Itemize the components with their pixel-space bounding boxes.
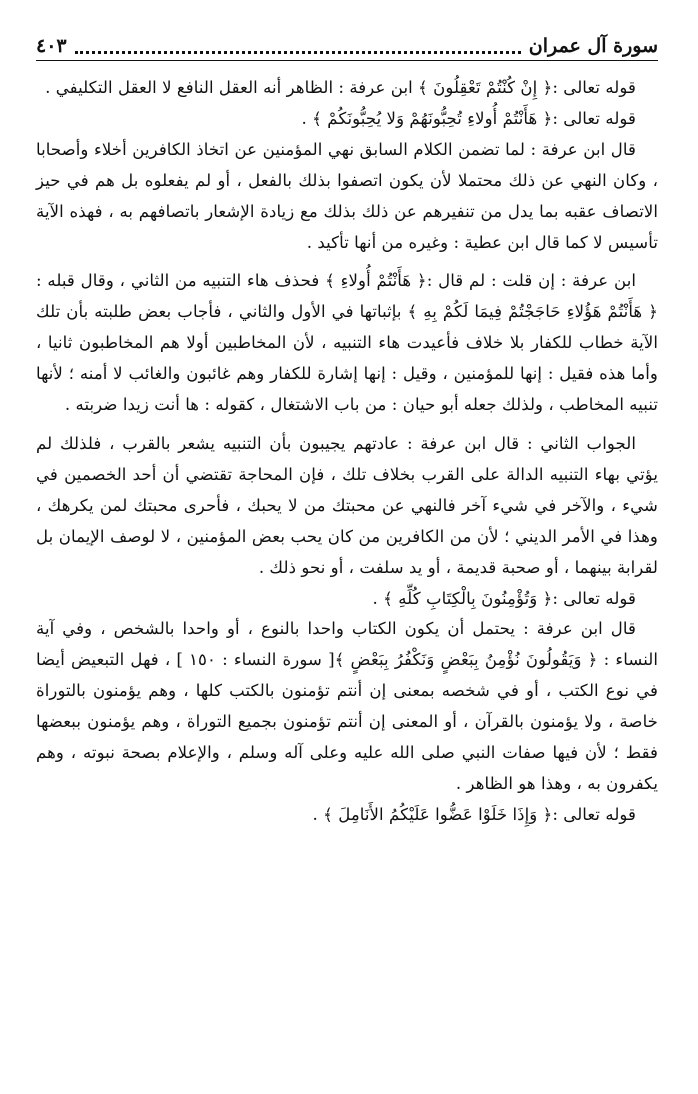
header-dotted-leader xyxy=(75,39,521,54)
paragraph-commentary-2: ابن عرفة : إن قلت : لم قال :﴿ هَأَنْتُمْ أُولاءِ ﴾ فحذف هاء التنبيه من الثاني ، وقال قبله : ﴿ هَأَنْتُمْ هَؤُلاءِ حَاجَجْتُمْ فِيمَا لَكُمْ بِهِ ﴾ بإثباتها في الأول والثاني ، فأجاب بعض طلبته بأن تلك الآية خطاب للكفار بلا خلاف فأعيدت هاء التنبيه ، لأن المخاطبين أولا هم المخاطبون ثانيا ، وأما هذه فقيل : إنها للمؤمنين ، وقيل : إنها إشارة للكفار وهم غائبون والغائب لا أمنه ؛ لأنها تنبيه المخاطب ، ولذلك جعله أبو حيان : من باب الاشتغال ، كقوله : ها أنت زيدا ضربته . xyxy=(36,270,658,415)
paragraph-second-answer: الجواب الثاني : قال ابن عرفة : عادتهم يجيبون بأن التنبيه يشعر بالقرب ، فلذلك لم يؤتي بهاء التنبيه الدالة على القرب بخلاف تلك ، فإن المحاجة تقتضي أن أحد الخصمين في شيء ، والآخر في شيء آخر فالنهي عن محبتك من لا يحبك ، فأحرى محبتك لمن يكرهك ، وهذا في الأمر الديني ؛ لأن من الكافرين من كان يحب بعض المؤمنين ، لا لوصف الإيمان بل لقرابة بينهما ، أو صحبة قديمة ، أو يد سلفت ، أو نحو ذلك . xyxy=(36,432,658,577)
page-header xyxy=(36,32,658,61)
page-number: ٤٠٣ xyxy=(36,35,67,57)
paragraph-verse-2: قوله تعالى :﴿ هَأَنْتُمْ أُولاءِ تُحِبُّونَهُمْ وَلا يُحِبُّونَكُمْ ﴾ . xyxy=(301,107,636,128)
paragraph-commentary-1: قال ابن عرفة : لما تضمن الكلام السابق نهي المؤمنين عن اتخاذ الكافرين أخلاء وأصحابا ، وكان النهي عن ذلك محتملا لأن يكون اتصفوا بذلك بالفعل ، أو لم يفعلوه بل هم في حيز الاتصاف عقبه بما يدل من تنفيرهم عن ذلك بذلك مع زيادة الإشعار باتصافهم به ، فهذه الآية تأسيس لا كما قال ابن عطية : وغيره من أنها تأكيد . xyxy=(36,138,658,252)
paragraph-verse-1: قوله تعالى :﴿ إِنْ كُنْتُمْ تَعْقِلُونَ ﴾ ابن عرفة : الظاهر أنه العقل النافع لا العقل التكليفي . xyxy=(45,77,636,97)
paragraph-verse-3: قوله تعالى :﴿ وَتُؤْمِنُونَ بِالْكِتَابِ كُلِّهِ ﴾ . xyxy=(372,587,636,608)
running-title: سورة آل عمران xyxy=(528,35,658,57)
paragraph-commentary-3: قال ابن عرفة : يحتمل أن يكون الكتاب واحدا بالنوع ، أو واحدا بالشخص ، وفي آية النساء : ﴿ وَيَقُولُونَ نُؤْمِنُ بِبَعْضٍ وَنَكْفُرُ بِبَعْضٍ ﴾[ سورة النساء : ١٥٠ ] ، فهل التبعيض أيضا في نوع الكتب ، أو في شخصه بمعنى إن أنتم تؤمنون بالكتب كلها ، وهم يؤمنون بالتوراة خاصة ، ولا يؤمنون بالقرآن ، أو المعنى إن أنتم تؤمنون بجميع التوراة ، وهم يؤمنون ببعضها فقط ؛ لأن فيها صفات النبي صلى الله عليه وعلى آله وسلم ، والإعلام بصحة نبوته ، وهم يكفرون به ، وهذا هو الظاهر . xyxy=(36,618,658,793)
paragraph-verse-4: قوله تعالى :﴿ وَإِذَا خَلَوْا عَضُّوا عَلَيْكُمُ الأَنَامِلَ ﴾ . xyxy=(312,803,636,824)
page-body xyxy=(36,72,658,830)
